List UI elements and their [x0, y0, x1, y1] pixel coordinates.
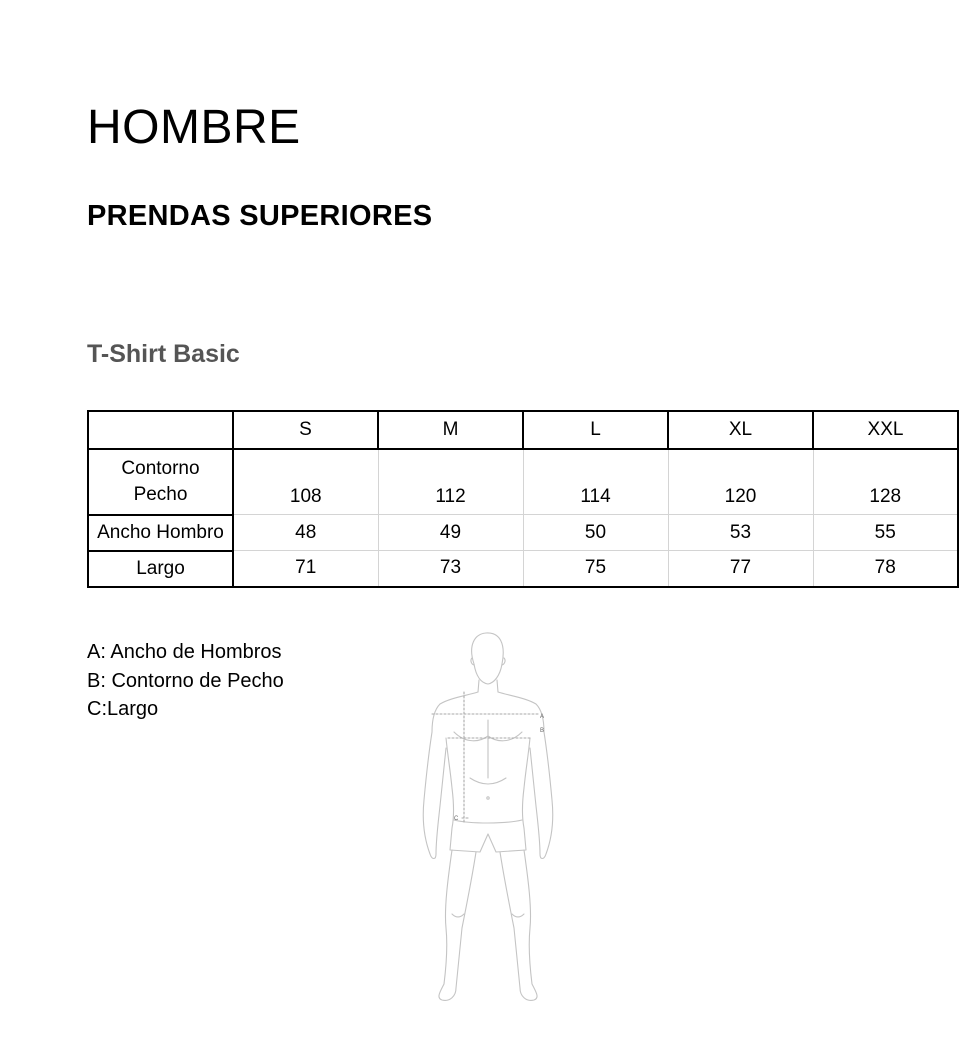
table-cell: 71 — [233, 551, 378, 587]
figure-right-leg — [500, 850, 537, 1000]
table-corner-cell — [88, 411, 233, 449]
size-header-s: S — [233, 411, 378, 449]
table-row — [88, 551, 958, 587]
legend-item-b: B: Contorno de Pecho — [87, 669, 284, 692]
row-label-shoulder: Ancho Hombro — [88, 515, 233, 551]
table-cell: 73 — [378, 551, 523, 587]
section-subtitle: PRENDAS SUPERIORES — [87, 200, 433, 232]
figure-left-leg — [439, 850, 476, 1000]
table-cell: 50 — [523, 515, 668, 551]
table-cell: 55 — [813, 515, 958, 551]
row-label-chest-line1: Contorno — [121, 457, 200, 479]
marker-a: A — [540, 714, 545, 720]
measurement-legend — [87, 638, 284, 724]
table-cell: 53 — [668, 515, 813, 551]
table-cell: 128 — [813, 449, 958, 515]
figure-right-arm — [530, 732, 553, 859]
size-header-xxl: XXL — [813, 411, 958, 449]
table-cell: 75 — [523, 551, 668, 587]
table-cell: 120 — [668, 449, 813, 515]
table-header-row — [88, 411, 958, 449]
table-cell: 48 — [233, 515, 378, 551]
row-label-chest-line2: Pecho — [133, 483, 188, 505]
size-header-m: M — [378, 411, 523, 449]
marker-b: B — [540, 728, 545, 734]
table-cell: 49 — [378, 515, 523, 551]
size-header-xl: XL — [668, 411, 813, 449]
table-cell: 77 — [668, 551, 813, 587]
size-chart-table — [87, 410, 959, 588]
table-cell: 108 — [233, 449, 378, 515]
figure-shorts — [450, 828, 526, 852]
legend-item-a: A: Ancho de Hombros — [87, 641, 282, 663]
table-cell: 78 — [813, 551, 958, 587]
row-label-length: Largo — [88, 551, 233, 587]
row-label-chest — [88, 449, 233, 515]
marker-c: C — [454, 816, 459, 822]
table-cell: 112 — [378, 449, 523, 515]
figure-left-arm — [423, 732, 446, 859]
size-header-l: L — [523, 411, 668, 449]
page-title: HOMBRE — [87, 101, 301, 154]
table-row — [88, 449, 958, 515]
figure-head — [472, 633, 504, 684]
legend-item-c: C:Largo — [87, 698, 159, 720]
product-name: T-Shirt Basic — [87, 340, 240, 368]
body-measurement-illustration — [410, 628, 570, 1008]
table-cell: 114 — [523, 449, 668, 515]
table-row — [88, 515, 958, 551]
